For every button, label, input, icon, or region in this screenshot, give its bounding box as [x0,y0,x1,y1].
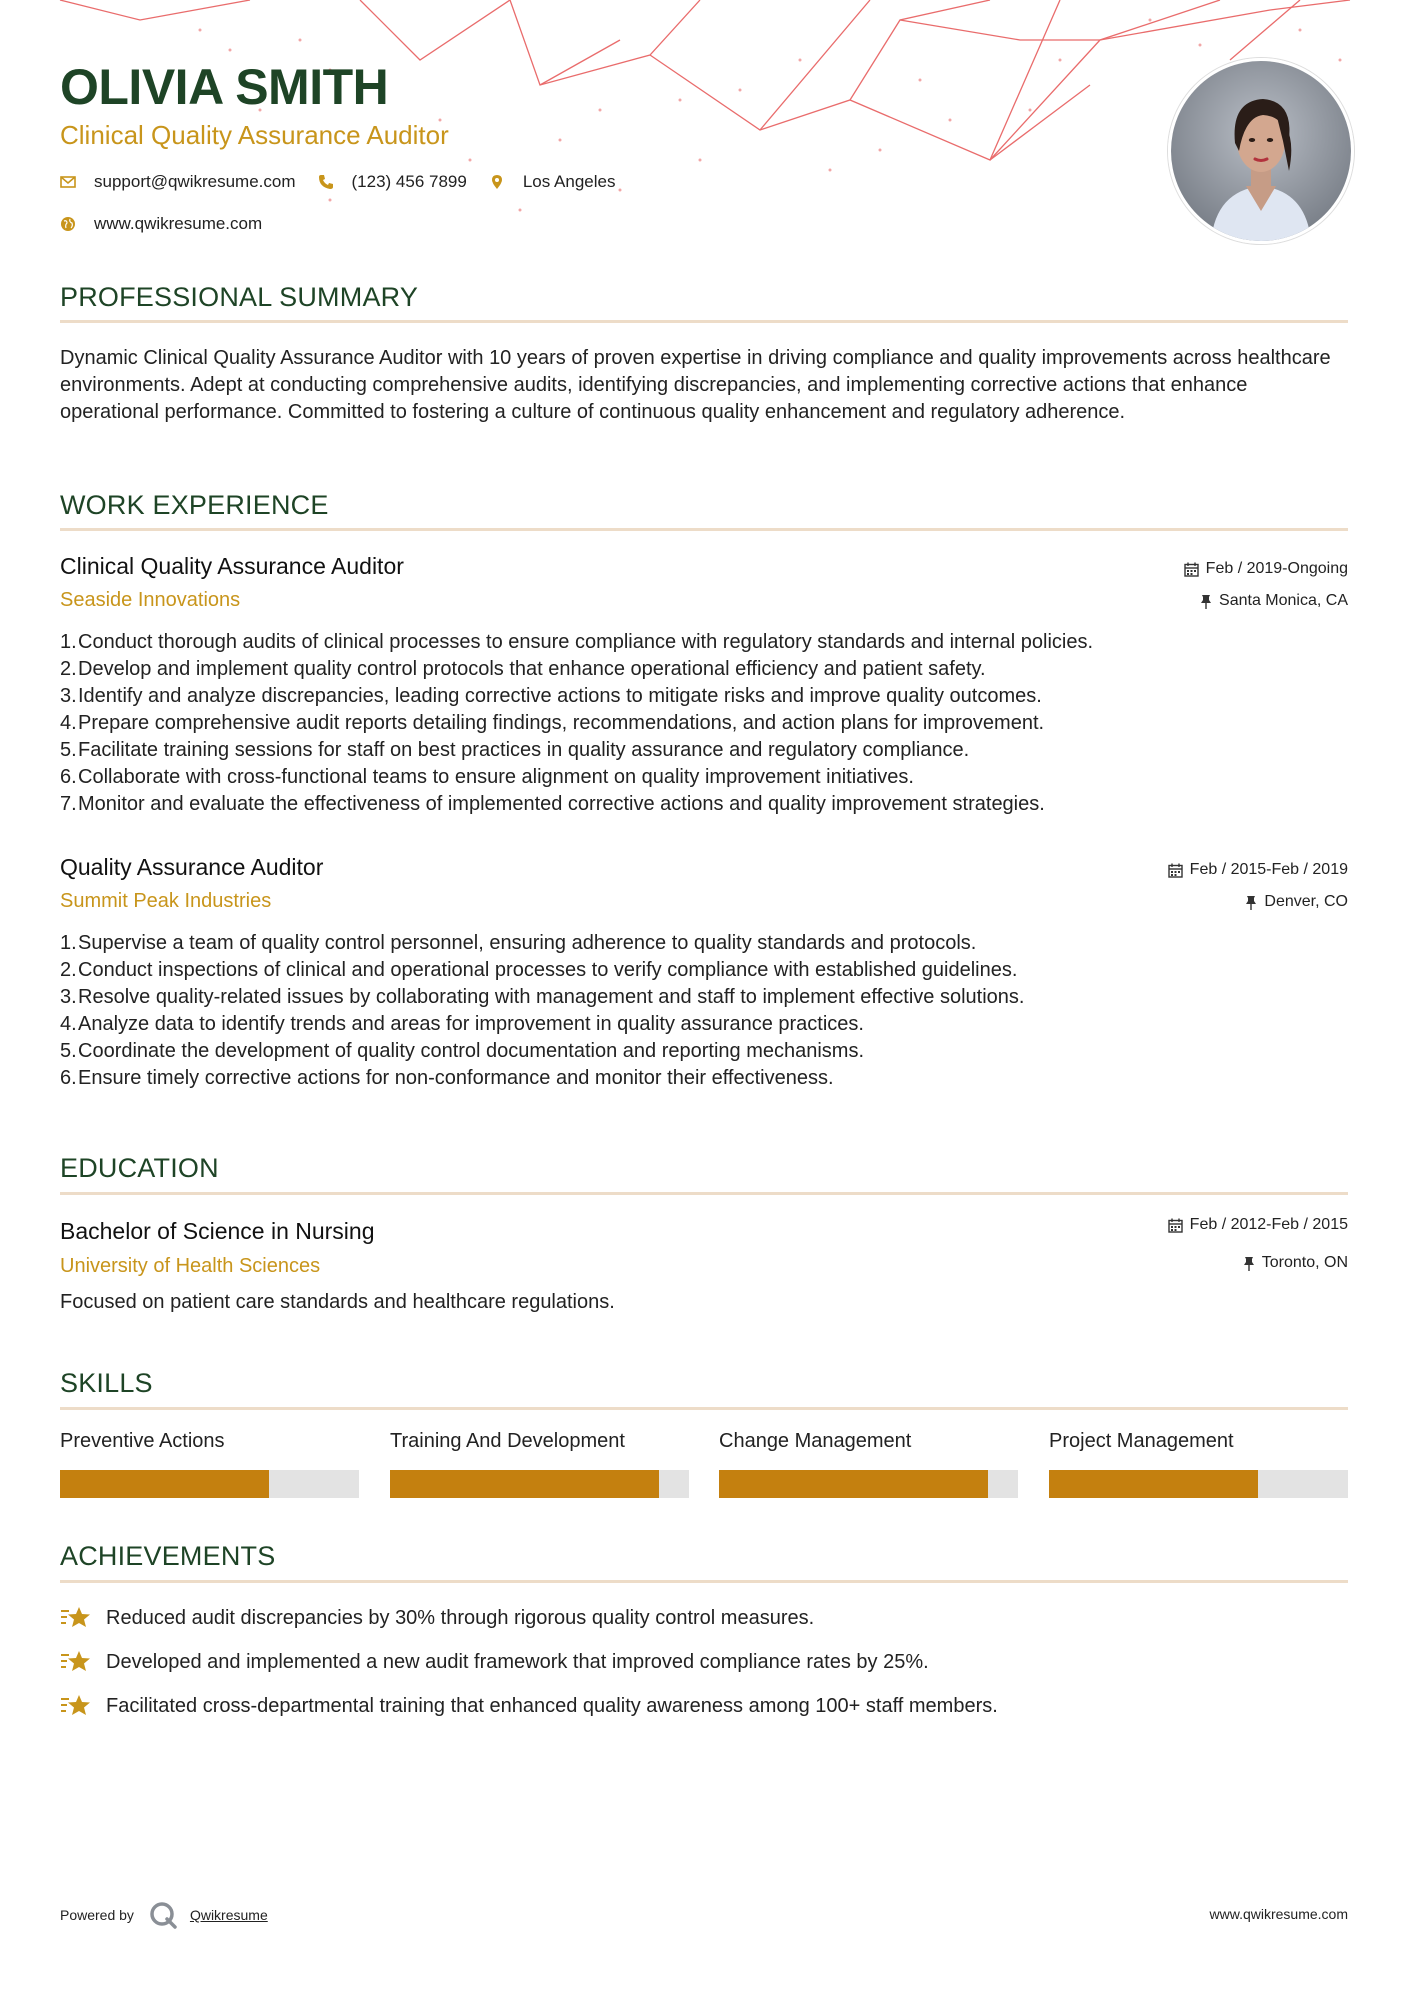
star-achievement-icon [60,1693,92,1719]
section-divider [60,1407,1348,1410]
bullet-text: Resolve quality-related issues by collaborating with management and staff to implement effective solutions. [78,986,1025,1008]
list-item: 4. Analyze data to identify trends and areas for improvement in quality assurance practices. [60,1011,1348,1038]
education-dates-text: Feb / 2012-Feb / 2015 [1189,1216,1348,1233]
bullet-text: Supervise a team of quality control personnel, ensuring adherence to quality standards and protocols. [78,932,977,954]
education-description: Focused on patient care standards and healthcare regulations. [60,1291,615,1313]
skill-item [719,1430,1018,1498]
calendar-icon [1168,863,1183,878]
contact-row-primary [60,172,637,192]
profile-photo [1168,58,1354,244]
education-location [1243,1254,1348,1272]
list-item: 3. Identify and analyze discrepancies, leading corrective actions to mitigate risks and improve quality outcomes. [60,683,1348,710]
bullet-text: Conduct inspections of clinical and operational processes to verify compliance with established guidelines. [78,959,1018,981]
brand-link[interactable]: Qwikresume [189,1907,268,1923]
contact-phone[interactable] [318,172,467,192]
contact-email[interactable] [60,172,296,192]
bullet-text: Collaborate with cross-functional teams to ensure alignment on quality improvement initiatives. [78,766,914,788]
globe-icon [60,216,76,232]
email-text: support@qwikresume.com [94,172,296,191]
skill-fill [1049,1470,1258,1498]
pushpin-icon [1245,895,1257,910]
bullet-text: Facilitate training sessions for staff on best practices in quality assurance and regulatory compliance. [78,739,970,761]
bullet-text: Ensure timely corrective actions for non-conformance and monitor their effectiveness. [78,1067,834,1089]
skill-bar [719,1470,1018,1498]
job-bullets [60,629,1348,818]
degree-title: Bachelor of Science in Nursing [60,1218,375,1244]
list-item: 1. Supervise a team of quality control personnel, ensuring adherence to quality standards and protocols. [60,930,1348,957]
section-divider [60,1192,1348,1195]
contact-row-secondary [60,214,284,234]
achievement-item [60,1605,814,1631]
bullet-text: Identify and analyze discrepancies, leading corrective actions to mitigate risks and improve quality outcomes. [78,685,1042,707]
phone-icon [318,174,334,190]
education-dates [1168,1216,1348,1234]
website-text: www.qwikresume.com [94,214,263,233]
job-dates-text: Feb / 2019-Ongoing [1205,560,1348,577]
list-item: 2. Develop and implement quality control protocols that enhance operational efficiency and patient safety. [60,656,1348,683]
list-item: 7. Monitor and evaluate the effectiveness of implemented corrective actions and quality improvement strategies. [60,791,1348,818]
location-text: Los Angeles [522,172,616,191]
skill-bar [60,1470,359,1498]
education-location-text: Toronto, ON [1261,1254,1348,1271]
star-achievement-icon [60,1649,92,1675]
contact-location [489,172,616,192]
skill-label: Change Management [719,1430,912,1452]
footer-website[interactable]: www.qwikresume.com [1209,1906,1348,1922]
qwikresume-logo-icon [148,1900,178,1930]
section-title-achievements: ACHIEVEMENTS [60,1541,276,1571]
section-title-experience: WORK EXPERIENCE [60,490,329,520]
bullet-text: Develop and implement quality control protocols that enhance operational efficiency and patient safety. [78,658,986,680]
envelope-icon [60,174,76,190]
powered-by-label: Powered by [60,1907,134,1923]
achievement-text: Reduced audit discrepancies by 30% through rigorous quality control measures. [106,1606,815,1629]
section-title-skills: SKILLS [60,1368,153,1398]
section-divider [60,1580,1348,1583]
bullet-text: Prepare comprehensive audit reports detailing findings, recommendations, and action plans for improvement. [78,712,1045,734]
job-company: Summit Peak Industries [60,890,272,912]
skill-fill [719,1470,988,1498]
list-item: 4. Prepare comprehensive audit reports detailing findings, recommendations, and action plans for improvement. [60,710,1348,737]
job-dates-text: Feb / 2015-Feb / 2019 [1189,861,1348,878]
skill-label: Training And Development [390,1430,625,1452]
bullet-text: Coordinate the development of quality control documentation and reporting mechanisms. [78,1040,865,1062]
job-dates [1184,560,1348,578]
skill-item [390,1430,689,1498]
achievement-item [60,1693,998,1719]
skill-label: Project Management [1049,1430,1234,1452]
list-item: 5. Coordinate the development of quality control documentation and reporting mechanisms. [60,1038,1348,1065]
skill-item [1049,1430,1348,1498]
contact-website[interactable] [60,214,262,234]
job-title: Clinical Quality Assurance Auditor [60,553,404,579]
skill-label: Preventive Actions [60,1430,225,1452]
achievement-text: Facilitated cross-departmental training that enhanced quality awareness among 100+ staff members. [106,1694,998,1717]
pushpin-icon [1200,594,1212,609]
job-location-text: Santa Monica, CA [1219,592,1348,609]
list-item: 3. Resolve quality-related issues by collaborating with management and staff to implement effective solutions. [60,984,1348,1011]
section-title-summary: PROFESSIONAL SUMMARY [60,282,419,312]
bullet-text: Conduct thorough audits of clinical processes to ensure compliance with regulatory standards and internal policies. [78,631,1094,653]
list-item: 1. Conduct thorough audits of clinical processes to ensure compliance with regulatory standards and internal policies. [60,629,1348,656]
achievement-item [60,1649,929,1675]
bullet-text: Analyze data to identify trends and areas for improvement in quality assurance practices. [78,1013,864,1035]
job-title: Quality Assurance Auditor [60,854,324,880]
job-bullets [60,930,1348,1092]
pushpin-icon [1243,1256,1255,1271]
summary-text: Dynamic Clinical Quality Assurance Auditor with 10 years of proven expertise in driving compliance and quality improvements across healthcare environments. Adept at conducting comprehensive audits, identifying discrepancies, and implementing corrective actions that enhance operational performance. Committed to fostering a culture of continuous quality enhancement and regulatory adherence. [60,347,1331,423]
section-divider [60,528,1348,531]
skill-item [60,1430,359,1498]
phone-text: (123) 456 7899 [351,172,467,191]
job-location [1200,592,1348,610]
school-name: University of Health Sciences [60,1255,321,1277]
skill-fill [390,1470,659,1498]
footer-powered-by [60,1900,268,1930]
candidate-name: OLIVIA SMITH [60,59,389,115]
skill-bar [1049,1470,1348,1498]
job-company: Seaside Innovations [60,589,241,611]
list-item: 6. Collaborate with cross-functional teams to ensure alignment on quality improvement initiatives. [60,764,1348,791]
bullet-text: Monitor and evaluate the effectiveness of implemented corrective actions and quality improvement strategies. [78,793,1045,815]
list-item: 5. Facilitate training sessions for staff on best practices in quality assurance and regulatory compliance. [60,737,1348,764]
job-location [1245,893,1348,911]
job-dates [1168,861,1348,879]
achievement-text: Developed and implemented a new audit framework that improved compliance rates by 25%. [106,1650,929,1673]
section-divider [60,320,1348,323]
candidate-role: Clinical Quality Assurance Auditor [60,120,449,150]
skill-bar [390,1470,689,1498]
calendar-icon [1184,562,1199,577]
skill-fill [60,1470,269,1498]
section-title-education: EDUCATION [60,1153,219,1183]
list-item: 2. Conduct inspections of clinical and operational processes to verify compliance with established guidelines. [60,957,1348,984]
calendar-icon [1168,1218,1183,1233]
map-pin-icon [489,174,505,190]
list-item: 6. Ensure timely corrective actions for non-conformance and monitor their effectiveness. [60,1065,1348,1092]
star-achievement-icon [60,1605,92,1631]
job-location-text: Denver, CO [1264,893,1348,910]
avatar [1171,61,1351,241]
